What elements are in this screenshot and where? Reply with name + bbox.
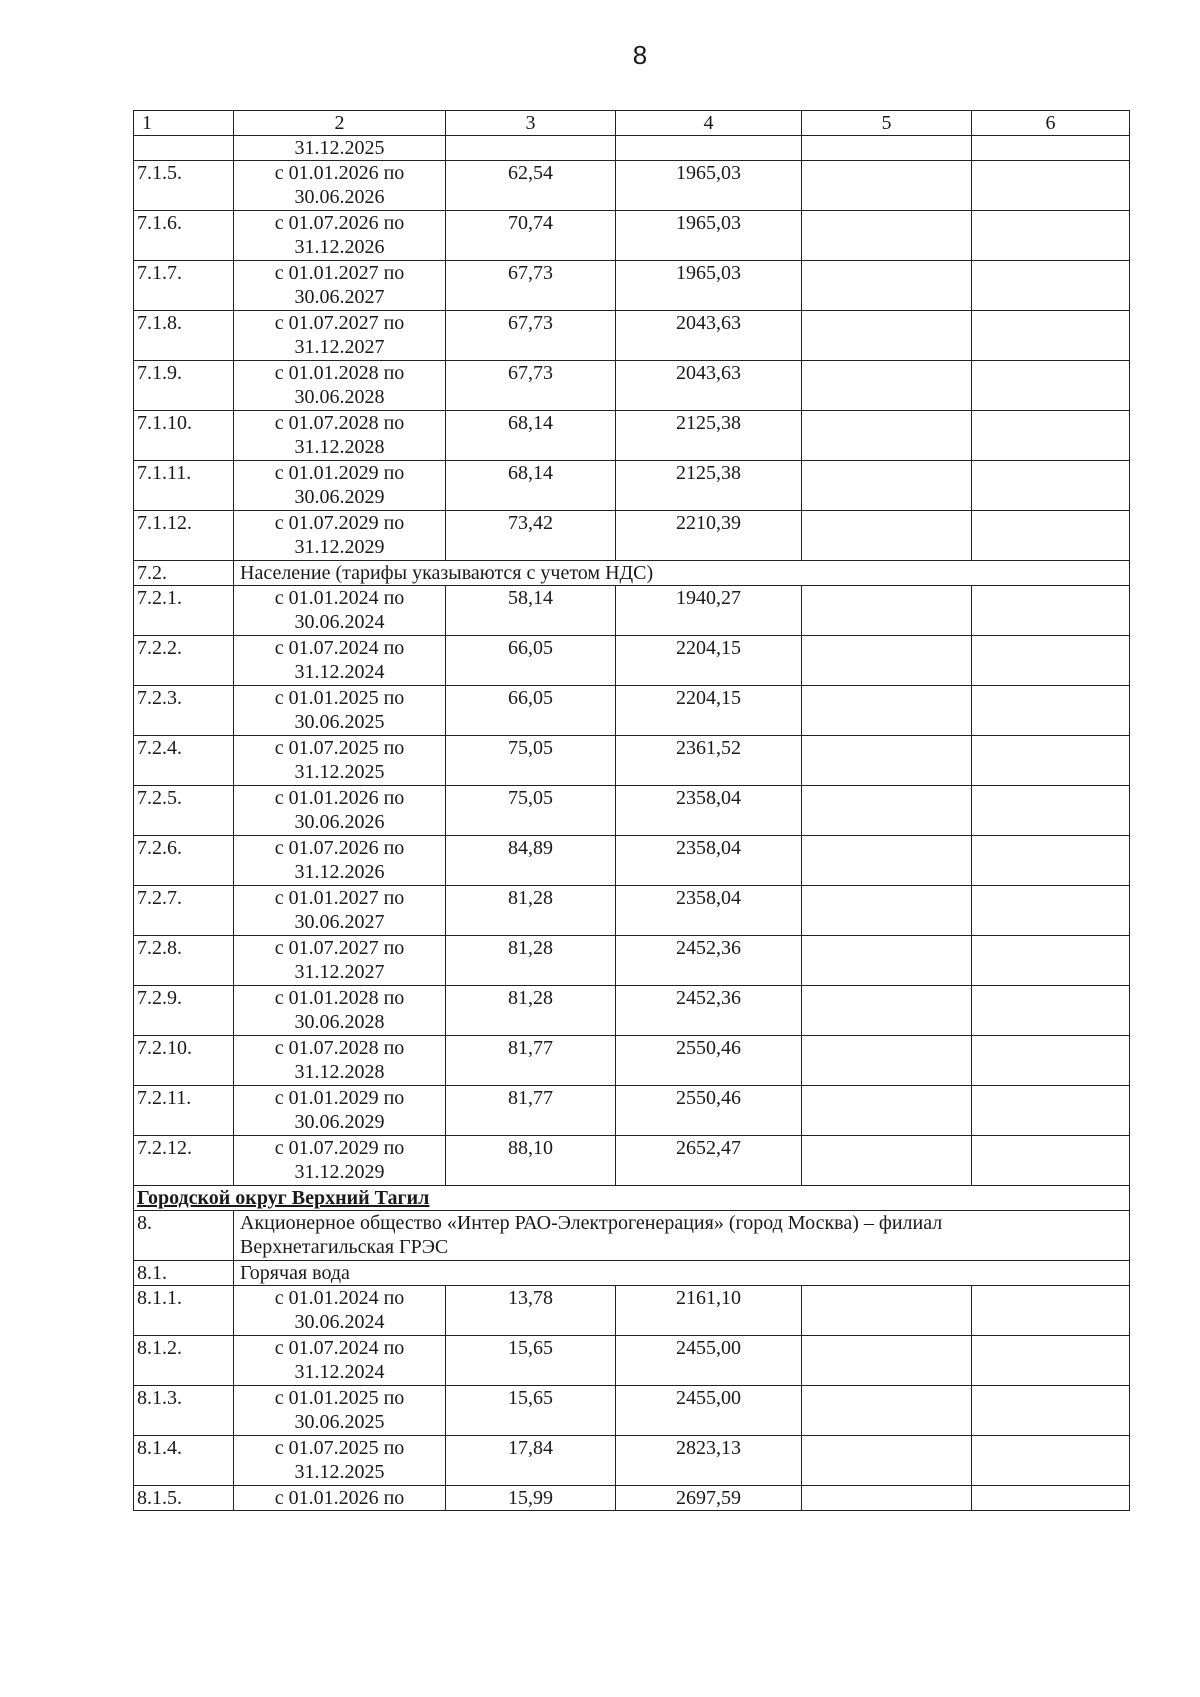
tariff-table [133,110,1130,1511]
cell-period [234,636,446,686]
cell-col5 [802,686,972,736]
cell-col4: 2043,63 [616,361,802,411]
period-to: 31.12.2027 [294,336,385,358]
cell-period [234,511,446,561]
table-row [134,786,1130,836]
period-from: с 01.01.2024 по [274,1287,405,1309]
period-to: 30.06.2026 [294,186,385,208]
cell-col3: 73,42 [446,511,616,561]
cell-col4: 2125,38 [616,461,802,511]
period-to: 30.06.2027 [294,911,385,933]
table-row [134,261,1130,311]
period-to: 30.06.2026 [294,811,385,833]
cell-col3: 58,14 [446,586,616,636]
cell-num: 7.1.6. [134,211,234,261]
period-from: с 01.01.2029 по [274,462,405,484]
period-from: с 01.07.2029 по [274,512,405,534]
last-table-row [134,1486,1130,1511]
cell-num: 7.2.10. [134,1036,234,1086]
table-row [134,636,1130,686]
cell-period [234,1336,446,1386]
cell-col3 [446,136,616,161]
cell-col5 [802,886,972,936]
cell-num [134,136,234,161]
cell-col6 [972,1036,1130,1086]
period-to: 30.06.2025 [294,711,385,733]
table-row [134,1386,1130,1436]
table-row [134,211,1130,261]
cell-period-end: 31.12.2025 [234,136,446,161]
cell-col5 [802,1136,972,1186]
cell-period [234,986,446,1036]
cell-col6 [972,461,1130,511]
cell-col5 [802,1286,972,1336]
cell-col6 [972,636,1130,686]
table-row [134,411,1130,461]
cell-col4: 2358,04 [616,836,802,886]
cell-col3: 67,73 [446,311,616,361]
cell-num: 7.2.1. [134,586,234,636]
cell-col5 [802,986,972,1036]
cell-col5 [802,1436,972,1486]
cell-col4 [616,136,802,161]
cell-col5 [802,936,972,986]
cell-col4: 2043,63 [616,311,802,361]
cell-col5 [802,1086,972,1136]
period-from: с 01.01.2029 по [274,1087,405,1109]
cell-col3: 66,05 [446,686,616,736]
column-header-1: 1 [134,111,234,136]
table-row [134,161,1130,211]
cell-col6 [972,936,1130,986]
period-to: 31.12.2028 [294,1061,385,1083]
cell-col6 [972,1086,1130,1136]
cell-col6 [972,736,1130,786]
cell-period [234,786,446,836]
section-num: 7.2. [134,561,234,586]
cell-period [234,1286,446,1336]
municipality-title: Городской округ Верхний Тагил [134,1186,1130,1211]
cell-col6 [972,261,1130,311]
cell-col5 [802,736,972,786]
cell-period [234,936,446,986]
period-to: 31.12.2025 [294,1461,385,1483]
cell-col6 [972,1436,1130,1486]
period-from: с 01.01.2028 по [274,362,405,384]
section-num: 8. [134,1211,234,1261]
period-to: 30.06.2028 [294,1011,385,1033]
table-row [134,1436,1130,1486]
period-to: 31.12.2029 [294,536,385,558]
cell-col5 [802,836,972,886]
period-to: 31.12.2029 [294,1161,385,1183]
period-from: с 01.01.2025 по [274,687,405,709]
cell-col4: 2550,46 [616,1086,802,1136]
cell-period [234,461,446,511]
cell-col4: 2697,59 [616,1486,802,1511]
cell-col5 [802,261,972,311]
cell-col5 [802,311,972,361]
table-row [134,1036,1130,1086]
cell-col4: 1965,03 [616,161,802,211]
cell-period [234,586,446,636]
cell-col3: 15,65 [446,1386,616,1436]
page-number: 8 [632,40,648,70]
cell-col3: 62,54 [446,161,616,211]
period-from: с 01.07.2029 по [274,1137,405,1159]
cell-col5 [802,1036,972,1086]
period-from: с 01.07.2028 по [274,412,405,434]
cell-period [234,311,446,361]
cell-col4: 2455,00 [616,1336,802,1386]
cell-col3: 67,73 [446,361,616,411]
cell-col6 [972,786,1130,836]
cell-col6 [972,161,1130,211]
cell-col3: 70,74 [446,211,616,261]
cell-col5 [802,511,972,561]
cell-period [234,1436,446,1486]
cell-col3: 68,14 [446,411,616,461]
cell-col6 [972,1486,1130,1511]
period-to: 30.06.2024 [294,1311,385,1333]
cell-period [234,161,446,211]
period-from: с 01.01.2026 по [274,787,405,809]
cell-num: 7.1.5. [134,161,234,211]
cell-col6 [972,886,1130,936]
cell-col4: 2358,04 [616,786,802,836]
cell-col4: 2125,38 [616,411,802,461]
cell-period [234,1086,446,1136]
period-to: 30.06.2025 [294,1411,385,1433]
cell-col4: 2358,04 [616,886,802,936]
cell-col6 [972,136,1130,161]
continuation-row [134,136,1130,161]
cell-col3: 84,89 [446,836,616,886]
table-row [134,586,1130,636]
cell-num: 7.2.5. [134,786,234,836]
cell-num: 7.1.12. [134,511,234,561]
cell-col6 [972,1286,1130,1336]
cell-col4: 2823,13 [616,1436,802,1486]
cell-col6 [972,211,1130,261]
column-header-6: 6 [972,111,1130,136]
cell-col3: 75,05 [446,786,616,836]
section-row-8 [134,1211,1130,1261]
cell-period [234,1136,446,1186]
cell-col3: 15,99 [446,1486,616,1511]
organization-line-1: Акционерное общество «Интер РАО-Электрогенерация» (город Москва) – филиал [240,1212,943,1234]
cell-col6 [972,686,1130,736]
cell-col3: 68,14 [446,461,616,511]
cell-col3: 88,10 [446,1136,616,1186]
table-row [134,511,1130,561]
cell-col5 [802,1486,972,1511]
period-from: с 01.01.2028 по [274,987,405,1009]
cell-col5 [802,161,972,211]
cell-num: 8.1.2. [134,1336,234,1386]
organization-name [234,1211,1130,1261]
cell-num: 8.1.5. [134,1486,234,1511]
cell-period [234,836,446,886]
period-from: с 01.01.2024 по [274,587,405,609]
cell-num: 8.1.1. [134,1286,234,1336]
cell-col3: 81,77 [446,1086,616,1136]
cell-num: 7.2.8. [134,936,234,986]
period-to: 31.12.2024 [294,661,385,683]
cell-col4: 2452,36 [616,986,802,1036]
section-row-7-2 [134,561,1130,586]
cell-col5 [802,411,972,461]
cell-col4: 2452,36 [616,936,802,986]
cell-col4: 2550,46 [616,1036,802,1086]
cell-col4: 2652,47 [616,1136,802,1186]
cell-num: 7.1.7. [134,261,234,311]
cell-col3: 15,65 [446,1336,616,1386]
cell-num: 7.2.6. [134,836,234,886]
cell-num: 7.1.10. [134,411,234,461]
column-header-4: 4 [616,111,802,136]
cell-period [234,1036,446,1086]
cell-col6 [972,361,1130,411]
period-from: с 01.07.2026 по [274,212,405,234]
period-from: с 01.01.2027 по [274,887,405,909]
section-num: 8.1. [134,1261,234,1286]
period-to: 30.06.2024 [294,611,385,633]
column-header-3: 3 [446,111,616,136]
section-title: Население (тарифы указываются с учетом НДС) [234,561,1130,586]
cell-num: 7.2.9. [134,986,234,1036]
cell-num: 7.2.4. [134,736,234,786]
cell-col5 [802,1336,972,1386]
period-from: с 01.07.2024 по [274,1337,405,1359]
cell-period [234,361,446,411]
cell-col5 [802,786,972,836]
cell-col5 [802,211,972,261]
table-row [134,461,1130,511]
cell-col6 [972,586,1130,636]
period-to: 31.12.2026 [294,861,385,883]
cell-col5 [802,136,972,161]
period-to: 31.12.2027 [294,961,385,983]
column-header-5: 5 [802,111,972,136]
table-row [134,1136,1130,1186]
cell-col5 [802,586,972,636]
section-row-8-1 [134,1261,1130,1286]
cell-num: 7.1.9. [134,361,234,411]
cell-period [234,886,446,936]
table-row [134,886,1130,936]
cell-col4: 2204,15 [616,636,802,686]
cell-col4: 2210,39 [616,511,802,561]
cell-col3: 81,77 [446,1036,616,1086]
cell-col6 [972,836,1130,886]
cell-col3: 81,28 [446,886,616,936]
cell-col4: 2161,10 [616,1286,802,1336]
cell-col6 [972,1136,1130,1186]
cell-num: 7.2.11. [134,1086,234,1136]
cell-col3: 75,05 [446,736,616,786]
cell-period [234,411,446,461]
period-from: с 01.07.2024 по [274,637,405,659]
period-to: 31.12.2024 [294,1361,385,1383]
period-from: с 01.01.2025 по [274,1387,405,1409]
cell-col6 [972,311,1130,361]
period-to: 30.06.2027 [294,286,385,308]
section-title: Горячая вода [234,1261,1130,1286]
period-from: с 01.01.2026 по [274,162,405,184]
column-header-2: 2 [234,111,446,136]
organization-line-2: Верхнетагильская ГРЭС [240,1236,449,1258]
cell-col3: 81,28 [446,936,616,986]
table-row [134,986,1130,1036]
cell-period [234,1386,446,1436]
tariff-table-body [134,111,1130,1511]
period-to: 31.12.2026 [294,236,385,258]
cell-col3: 66,05 [446,636,616,686]
cell-col4: 1965,03 [616,261,802,311]
cell-num: 7.2.2. [134,636,234,686]
cell-col5 [802,636,972,686]
period-from: с 01.07.2027 по [274,937,405,959]
cell-col6 [972,1336,1130,1386]
period-to: 30.06.2029 [294,486,385,508]
table-row [134,1086,1130,1136]
table-row [134,311,1130,361]
cell-period [234,736,446,786]
cell-col6 [972,1386,1130,1436]
cell-col6 [972,986,1130,1036]
period-from: с 01.07.2026 по [274,837,405,859]
period-to: 31.12.2025 [294,761,385,783]
table-row [134,361,1130,411]
cell-col4: 1940,27 [616,586,802,636]
period-to: 30.06.2029 [294,1111,385,1133]
table-row [134,686,1130,736]
table-row [134,836,1130,886]
cell-period [234,686,446,736]
cell-num: 8.1.3. [134,1386,234,1436]
cell-col3: 67,73 [446,261,616,311]
cell-col5 [802,1386,972,1436]
cell-col3: 81,28 [446,986,616,1036]
table-row [134,936,1130,986]
cell-num: 7.1.11. [134,461,234,511]
cell-period [234,261,446,311]
cell-col4: 2455,00 [616,1386,802,1436]
period-to: 31.12.2028 [294,436,385,458]
cell-num: 7.1.8. [134,311,234,361]
cell-num: 7.2.7. [134,886,234,936]
cell-num: 7.2.3. [134,686,234,736]
cell-col6 [972,511,1130,561]
cell-num: 8.1.4. [134,1436,234,1486]
cell-col4: 1965,03 [616,211,802,261]
cell-period [234,211,446,261]
cell-col4: 2204,15 [616,686,802,736]
period-to: 30.06.2028 [294,386,385,408]
cell-period: с 01.01.2026 по [234,1486,446,1511]
municipality-row [134,1186,1130,1211]
cell-col3: 17,84 [446,1436,616,1486]
cell-col6 [972,411,1130,461]
cell-col3: 13,78 [446,1286,616,1336]
cell-col5 [802,461,972,511]
cell-col4: 2361,52 [616,736,802,786]
cell-num: 7.2.12. [134,1136,234,1186]
table-row [134,1336,1130,1386]
table-row [134,1286,1130,1336]
cell-col5 [802,361,972,411]
period-from: с 01.07.2028 по [274,1037,405,1059]
period-from: с 01.07.2025 по [274,1437,405,1459]
period-from: с 01.01.2027 по [274,262,405,284]
column-header-row [134,111,1130,136]
table-row [134,736,1130,786]
period-from: с 01.07.2025 по [274,737,405,759]
period-from: с 01.07.2027 по [274,312,405,334]
